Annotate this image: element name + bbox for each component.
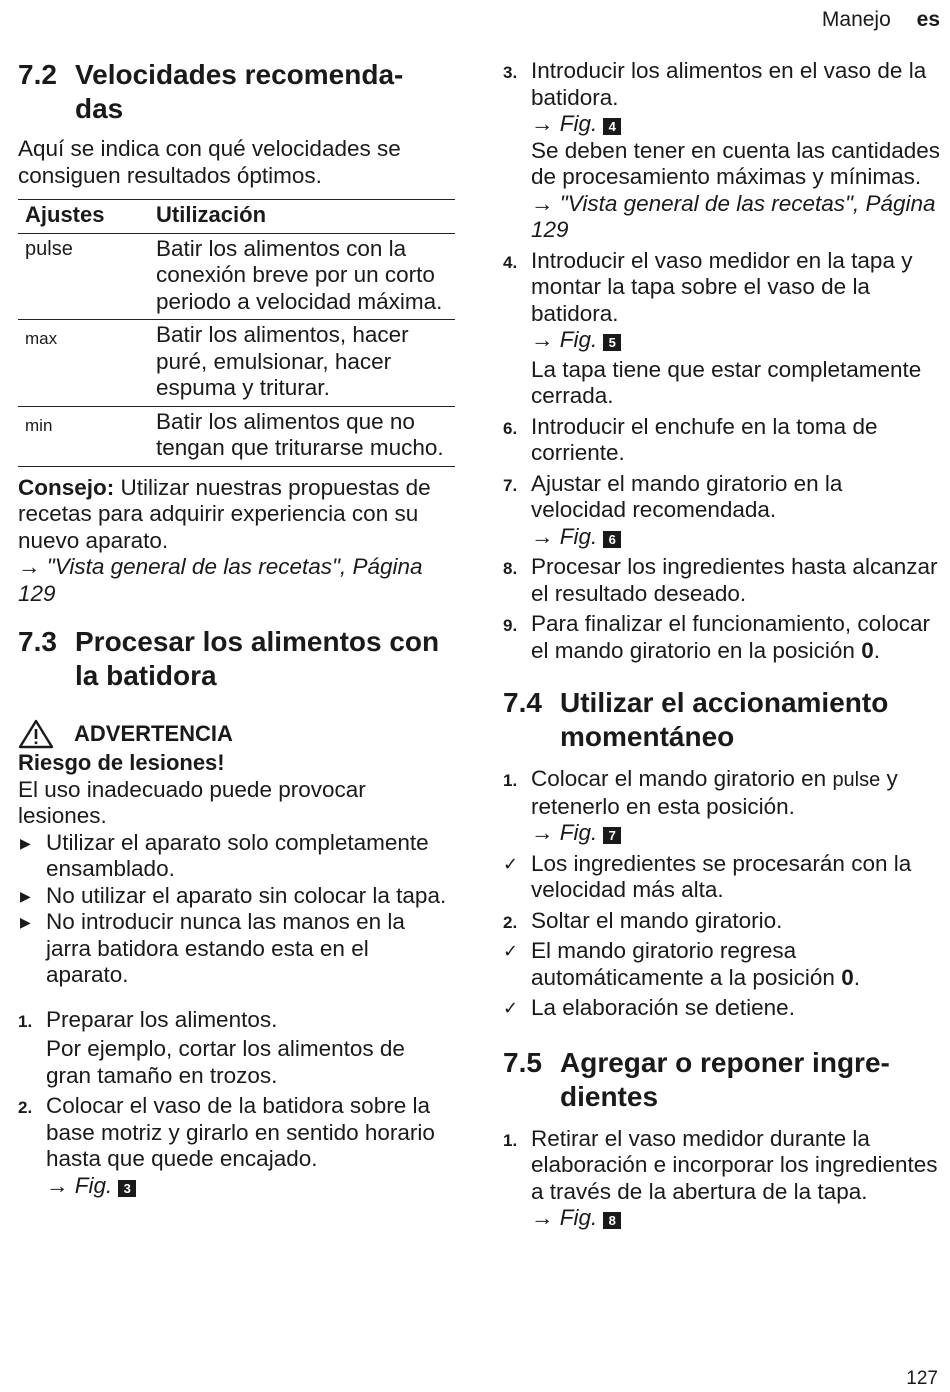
section-title: Agregar o reponer ingre- dientes: [560, 1046, 890, 1112]
bullet-icon: ▶: [20, 887, 31, 904]
step-number: 7.: [503, 475, 518, 495]
step-subtext: Por ejemplo, cortar los alimentos de gran tamaño en trozos.: [46, 1036, 405, 1088]
step-text: Introducir el vaso medidor en la tapa y montar la tapa sobre el vaso de la batidora.: [531, 247, 913, 326]
list-item: ✓ El mando giratorio regresa automáticamente a la posición 0.: [503, 938, 860, 990]
warning-risk: Riesgo de lesiones!: [18, 750, 225, 775]
section-number: 7.4: [503, 687, 542, 718]
setting-cell: max: [18, 320, 149, 407]
section-7-4-heading: [503, 686, 943, 754]
bullet-text: Utilizar el aparato solo completamente ensamblado.: [46, 829, 429, 881]
table-row: [18, 406, 455, 466]
usage-cell: Batir los alimentos, hacer puré, emulsionar, hacer espuma y triturar.: [149, 320, 455, 407]
setting-cell: min: [18, 406, 149, 466]
steps-list-7-3: [18, 1007, 455, 1200]
list-item: [503, 58, 943, 244]
section-title: Velocidades recomenda- das: [75, 59, 404, 124]
figure-reference[interactable]: [531, 820, 621, 845]
check-icon: ✓: [503, 853, 519, 874]
steps-list-7-5: [503, 1126, 943, 1232]
step-text: Introducir los alimentos en el vaso de la batidora.: [531, 58, 927, 110]
step-text-cont: y retenerlo en esta posición.: [531, 766, 898, 819]
step-text: Ajustar el mando giratorio en la velocidad recomendada.: [531, 470, 843, 522]
section-7-3-heading: [18, 625, 455, 693]
step-number: 2.: [503, 912, 518, 932]
speed-table: [18, 199, 455, 467]
list-item: [503, 554, 943, 607]
step-text: Colocar el mando giratorio en: [531, 766, 827, 791]
fig-label: Fig.: [559, 111, 598, 136]
arrow-icon: →: [531, 1205, 554, 1230]
reference-text: "Vista general de las recetas", Página 129: [531, 190, 936, 242]
list-item: [18, 1093, 455, 1199]
arrow-icon: →: [531, 190, 554, 216]
cross-reference-link[interactable]: [18, 554, 455, 607]
figure-number-badge: 3: [118, 1180, 136, 1197]
tip-paragraph: [18, 475, 455, 555]
step-number: 3.: [503, 63, 518, 82]
section-7-2-heading: [18, 58, 455, 126]
step-number: 4.: [503, 252, 518, 272]
header-section: Manejo: [821, 8, 891, 31]
bullet-icon: ▶: [20, 834, 31, 851]
step-number: 8.: [503, 559, 518, 578]
step-number: 9.: [503, 616, 518, 635]
step-number: 1.: [503, 771, 518, 790]
fig-label: Fig.: [559, 523, 598, 549]
steps-list-7-3-continued: [503, 58, 943, 664]
section-number: 7.3: [18, 626, 57, 657]
fig-label: Fig.: [559, 327, 598, 352]
step-number: 1.: [18, 1011, 33, 1031]
check-icon: ✓: [503, 941, 519, 961]
list-item: [503, 1126, 943, 1232]
step-text: Preparar los alimentos.: [46, 1006, 278, 1032]
list-item: [18, 830, 455, 883]
list-item: [503, 414, 943, 467]
setting-label: pulse: [832, 769, 881, 791]
figure-reference[interactable]: [46, 1173, 136, 1198]
figure-number-badge: 8: [603, 1212, 621, 1229]
table-header-settings: Ajustes: [18, 200, 149, 234]
check-icon: ✓: [503, 998, 519, 1018]
section-title: Utilizar el accionamiento momentáneo: [560, 687, 889, 752]
reference-text: "Vista general de las recetas", Página 129: [18, 554, 423, 606]
result-text: El mando giratorio regresa automáticamente a la posición: [531, 938, 835, 990]
step-text: Procesar los ingredientes hasta alcanzar el resultado deseado.: [531, 554, 938, 606]
page-number: 127: [906, 1368, 938, 1389]
list-item: 9. Para finalizar el funcionamiento, colocar el mando giratorio en la posición 0.: [503, 611, 930, 663]
arrow-icon: →: [531, 523, 554, 549]
intro-text: Aquí se indica con qué velocidades se consiguen resultados óptimos.: [18, 136, 401, 188]
arrow-icon: →: [531, 327, 554, 352]
fig-label: Fig.: [74, 1172, 113, 1198]
table-row: [18, 320, 455, 407]
step-text: Colocar el vaso de la batidora sobre la base motriz y girarlo en sentido horario hasta que quede encajado.: [46, 1093, 435, 1171]
list-item: [18, 909, 455, 989]
step-subtext: La tapa tiene que estar completamente cerrada.: [531, 356, 922, 408]
tip-text: Utilizar nuestras propuestas de recetas para adquirir experiencia con su nuevo aparato.: [18, 474, 431, 553]
figure-number-badge: 5: [603, 334, 621, 351]
step-text: Para finalizar el funcionamiento, colocar el mando giratorio en la posición: [531, 611, 930, 663]
bullet-text: No utilizar el aparato sin colocar la tapa.: [46, 882, 447, 908]
arrow-icon: →: [18, 554, 41, 579]
step-text: Soltar el mando giratorio.: [531, 907, 783, 933]
arrow-icon: →: [531, 820, 554, 845]
fig-label: Fig.: [559, 820, 598, 845]
list-item: [18, 1007, 455, 1090]
step-text: Introducir el enchufe en la toma de corriente.: [531, 413, 878, 465]
list-item: [503, 851, 943, 904]
page-header: [822, 8, 940, 32]
result-text: Los ingredientes se procesarán con la velocidad más alta.: [531, 850, 912, 902]
section-number: 7.2: [18, 59, 57, 90]
list-item: [503, 248, 943, 410]
figure-number-badge: 7: [603, 827, 621, 844]
list-item: [503, 908, 943, 935]
warning-bullets: [18, 830, 455, 989]
step-number: 1.: [503, 1130, 518, 1150]
bullet-text: No introducir nunca las manos en la jarra batidora estando esta en el aparato.: [46, 909, 405, 987]
warning-text: El uso inadecuado puede provocar lesiones.: [18, 776, 366, 828]
list-item: [503, 766, 943, 847]
list-item: [18, 883, 455, 910]
position-value: 0: [841, 964, 854, 990]
steps-list-7-4: [503, 766, 943, 1022]
bullet-icon: ▶: [20, 914, 31, 930]
table-row: [18, 233, 455, 320]
figure-reference[interactable]: [531, 524, 621, 549]
step-number: 6.: [503, 418, 518, 438]
cross-reference-link[interactable]: [531, 191, 943, 244]
step-number: 2.: [18, 1098, 33, 1117]
list-item: [503, 471, 943, 551]
list-item: [503, 995, 943, 1022]
arrow-icon: →: [46, 1172, 69, 1198]
result-text: La elaboración se detiene.: [531, 995, 795, 1020]
arrow-icon: →: [531, 111, 554, 136]
position-value: 0: [861, 637, 874, 663]
figure-reference[interactable]: [531, 111, 621, 136]
right-column: [503, 58, 943, 1236]
figure-number-badge: 4: [603, 118, 621, 135]
warning-triangle-icon: [18, 719, 54, 749]
fig-label: Fig.: [559, 1205, 598, 1230]
step-text: Retirar el vaso medidor durante la elaboración e incorporar los ingredientes a través de la abertura de la tapa.: [531, 1125, 938, 1204]
step-subtext: Se deben tener en cuenta las cantidades de procesamiento máximas y mínimas.: [531, 137, 941, 189]
setting-cell: pulse: [18, 233, 149, 320]
figure-number-badge: 6: [603, 531, 621, 548]
tip-label: Consejo:: [18, 474, 115, 500]
table-header-usage: Utilización: [149, 200, 455, 234]
warning-title-text: ADVERTENCIA: [74, 720, 233, 746]
header-lang: es: [916, 8, 940, 31]
section-number: 7.5: [503, 1046, 542, 1078]
section-title: Procesar los alimentos con la batidora: [75, 626, 440, 691]
left-column: [18, 58, 455, 1203]
figure-reference[interactable]: [531, 1205, 621, 1230]
usage-cell: Batir los alimentos que no tengan que triturarse mucho.: [149, 406, 455, 466]
section-7-5-heading: [503, 1046, 943, 1114]
usage-cell: Batir los alimentos con la conexión breve por un corto periodo a velocidad máxima.: [149, 233, 455, 320]
warning-title: [18, 719, 455, 749]
warning-box: [18, 719, 455, 989]
figure-reference[interactable]: [531, 327, 621, 352]
